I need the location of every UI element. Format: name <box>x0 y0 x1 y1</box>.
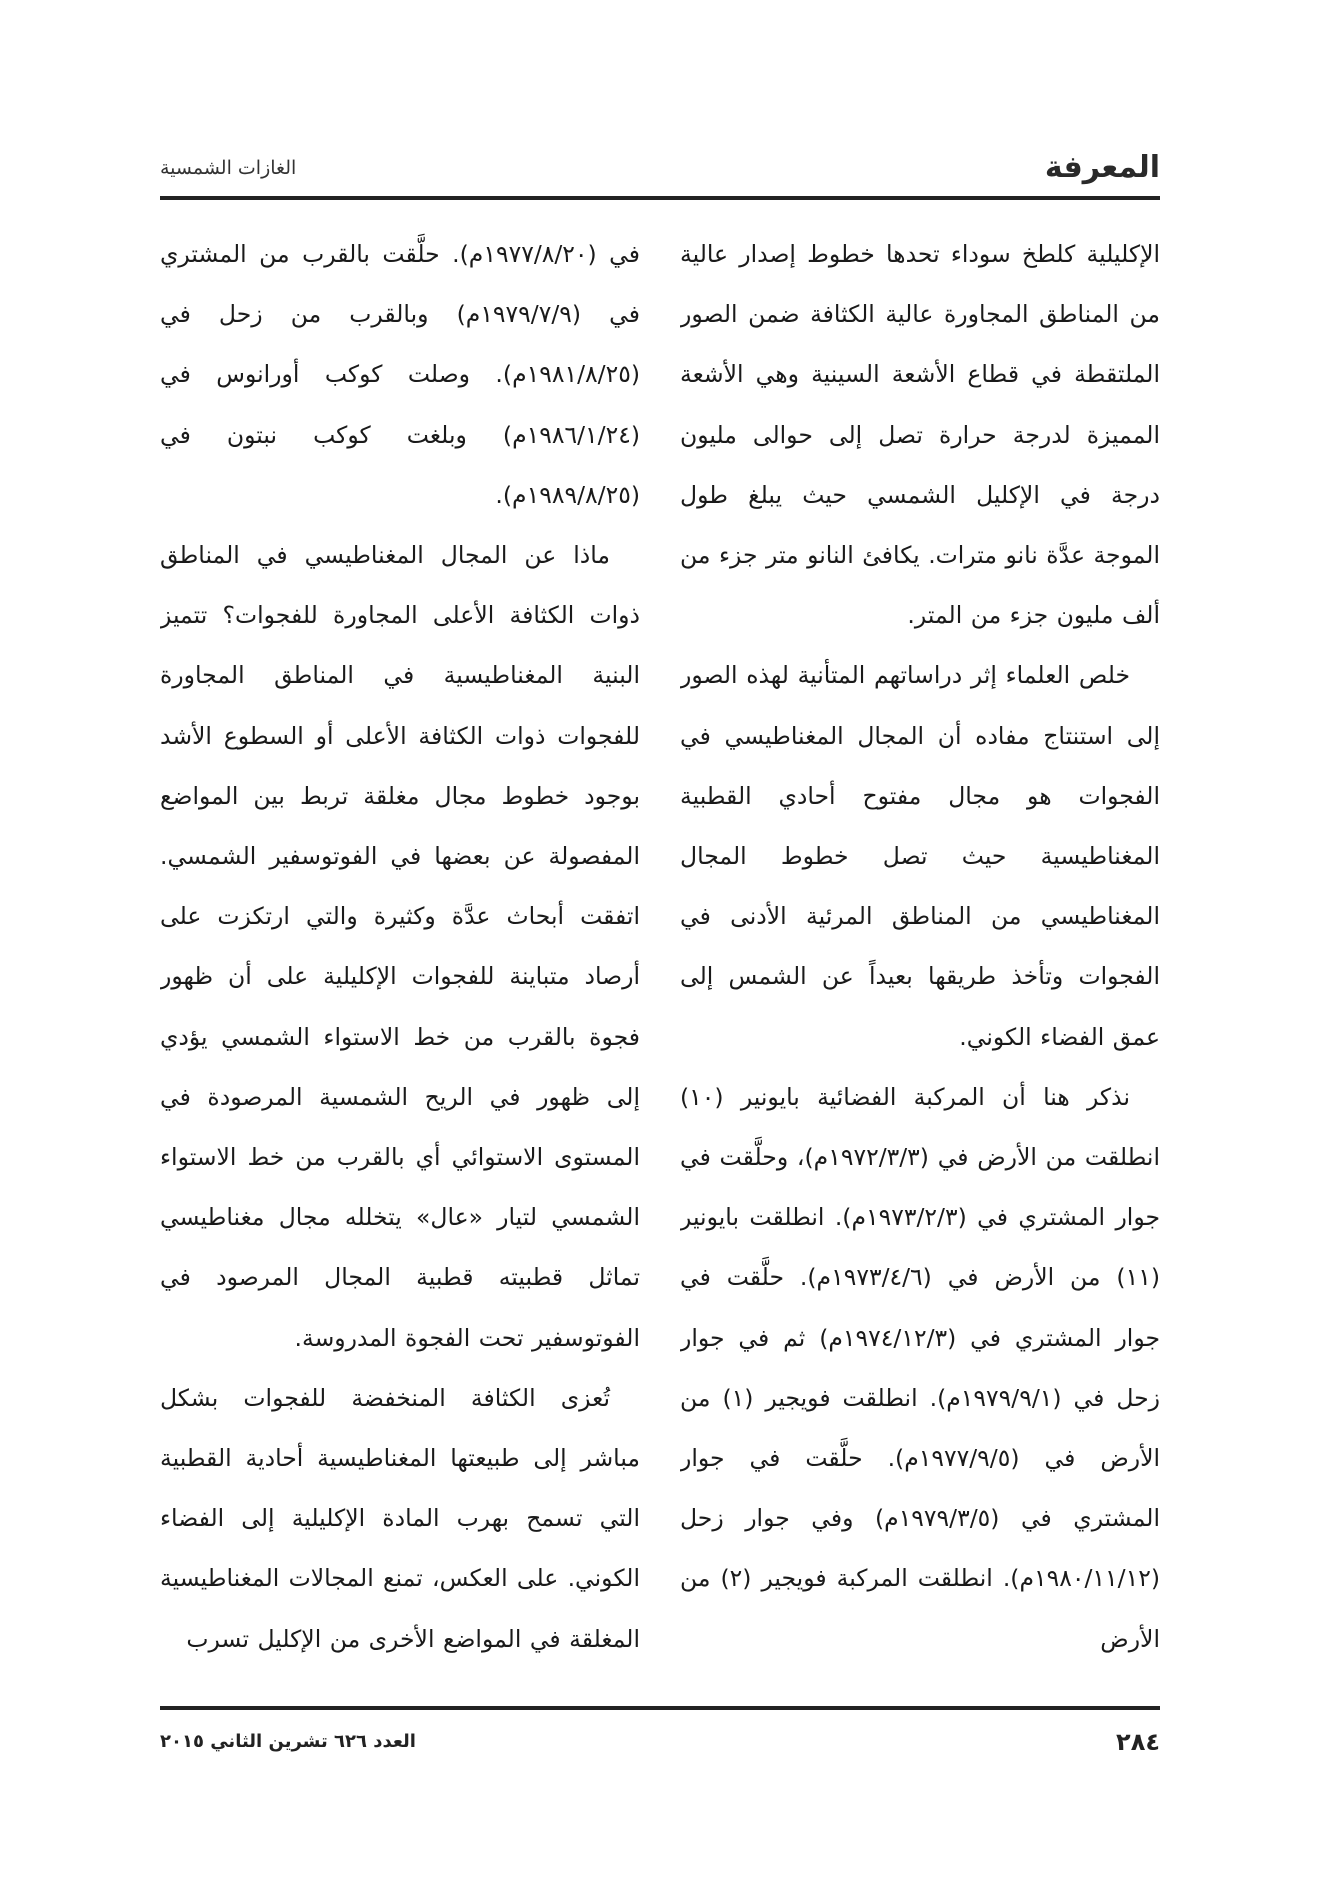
footer-divider <box>160 1706 1160 1710</box>
article-column-left <box>160 224 640 1694</box>
paragraph: خلص العلماء إثر دراساتهم المتأنية لهذه الصور إلى استنتاج مفاده أن المجال المغناطيسي في الفجوات هو مجال مفتوح أحادي القطبية المغناطيسية حيث تصل خطوط المجال المغناطيسي من المناطق المرئية الأدنى في الفجوات وتأخذ طريقها بعيداً عن الشمس إلى عمق الفضاء الكوني. <box>680 661 1160 1051</box>
article-column-right <box>680 224 1160 1694</box>
header-divider <box>160 196 1160 200</box>
paragraph: الإكليلية كلطخ سوداء تحدها خطوط إصدار عالية من المناطق المجاورة عالية الكثافة ضمن الصور الملتقطة في قطاع الأشعة السينية وهي الأشعة المميزة لدرجة حرارة تصل إلى حوالى مليون درجة في الإكليل الشمسي حيث يبلغ طول الموجة عدَّة نانو مترات. يكافئ النانو متر جزء من ألف مليون جزء من المتر. <box>680 240 1160 630</box>
page-header <box>160 148 1160 188</box>
magazine-logo: المعرفة <box>1044 150 1160 185</box>
page-number: ٢٨٤ <box>1116 1728 1160 1756</box>
paragraph: نذكر هنا أن المركبة الفضائية بايونير (١٠) انطلقت من الأرض في (١٩٧٢/٣/٣م)، وحلَّقت في جوار المشتري في (١٩٧٣/٢/٣م). انطلقت بايونير (١١) من الأرض في (١٩٧٣/٤/٦م). حلَّقت في جوار المشتري في (١٩٧٤/١٢/٣م) ثم في جوار زحل في (١٩٧٩/٩/١م). انطلقت فويجير (١) من الأرض في (١٩٧٧/٩/٥م). حلَّقت في جوار المشتري في (١٩٧٩/٣/٥م) وفي جوار زحل (١٩٨٠/١١/١٢م). انطلقت المركبة فويجير (٢) من الأرض <box>680 1082 1160 1653</box>
paragraph: تُعزى الكثافة المنخفضة للفجوات بشكل مباشر إلى طبيعتها المغناطيسية أحادية القطبية التي تسمح بهرب المادة الإكليلية إلى الفضاء الكوني. على العكس، تمنع المجالات المغناطيسية المغلقة في المواضع الأخرى من الإكليل تسرب <box>160 1383 640 1653</box>
paragraph: ماذا عن المجال المغناطيسي في المناطق ذوات الكثافة الأعلى المجاورة للفجوات؟ تتميز البنية المغناطيسية في المناطق المجاورة للفجوات ذوات الكثافة الأعلى أو السطوع الأشد بوجود خطوط مجال مغلقة تربط بين المواضع المفصولة عن بعضها في الفوتوسفير الشمسي. اتفقت أبحاث عدَّة وكثيرة والتي ارتكزت على أرصاد متباينة للفجوات الإكليلية على أن ظهور فجوة بالقرب من خط الاستواء الشمسي يؤدي إلى ظهور في الريح الشمسية المرصودة في المستوى الاستوائي أي بالقرب من خط الاستواء الشمسي لتيار «عال» يتخلله مجال مغناطيسي تماثل قطبيته قطبية المجال المرصود في الفوتوسفير تحت الفجوة المدروسة. <box>160 541 640 1352</box>
issue-info: العدد ٦٢٦ تشرين الثاني ٢٠١٥ <box>160 1731 416 1752</box>
page-footer <box>160 1722 1160 1762</box>
section-title: الغازات الشمسية <box>160 157 297 179</box>
paragraph: في (١٩٧٧/٨/٢٠م). حلَّقت بالقرب من المشتري في (١٩٧٩/٧/٩م) وبالقرب من زحل في (١٩٨١/٨/٢٥م). وصلت كوكب أورانوس في (١٩٨٦/١/٢٤م) وبلغت كوكب نبتون في (١٩٨٩/٨/٢٥م). <box>160 240 640 509</box>
